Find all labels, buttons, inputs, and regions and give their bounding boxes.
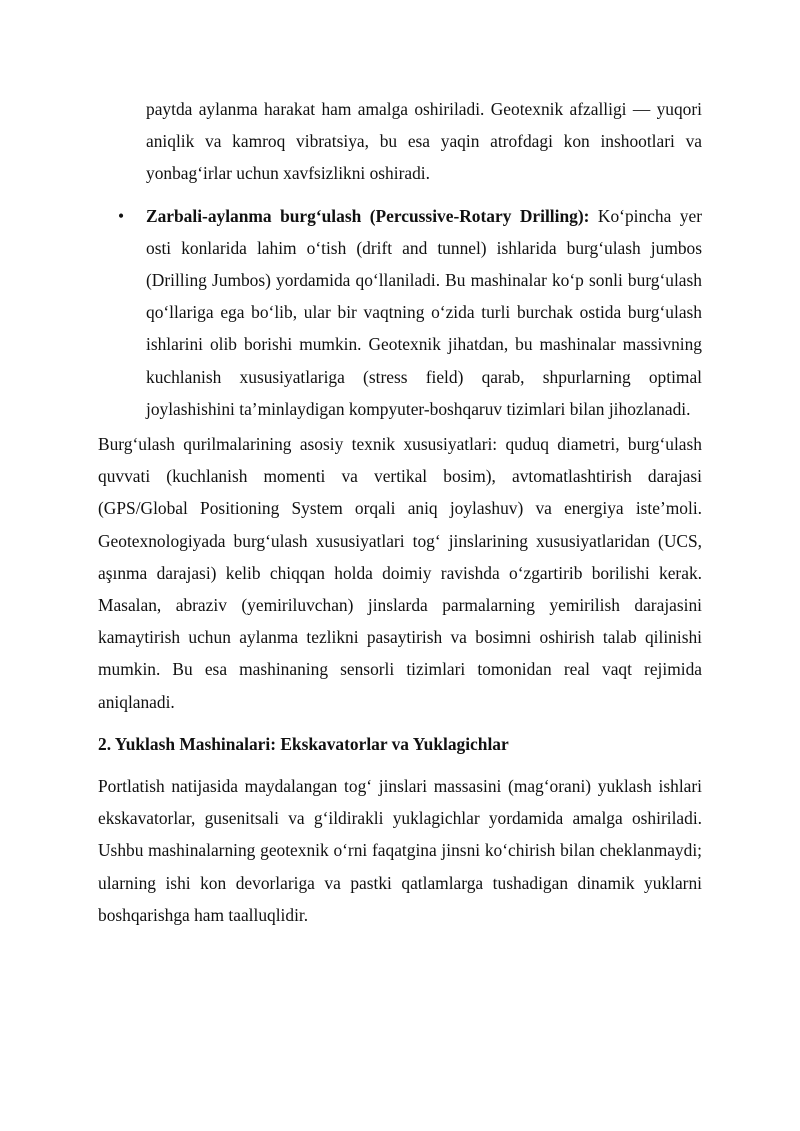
- bullet-title: Zarbali-aylanma burg‘ulash (Percussive-Rotary Drilling):: [146, 205, 590, 226]
- continuation-paragraph: paytda aylanma harakat ham amalga oshiriladi. Geotexnik afzalligi — yuqori aniqlik va kamroq vibratsiya, bu esa yaqin atrofdagi kon inshootlari va yonbag‘irlar uchun xavfsizlikni oshiradi.: [146, 99, 702, 184]
- document-page: [98, 93, 702, 931]
- bullet-list-item: [118, 200, 702, 425]
- body-paragraph-loading: Portlatish natijasida maydalangan tog‘ jinslari massasini (mag‘orani) yuklash ishlari ekskavatorlar, gusenitsali va g‘ildirakli yuklagichlar yordamida amalga oshiriladi. Ushbu mashinalarning geotexnik o‘rni faqatgina jinsni ko‘chirish bilan cheklanmaydi; ularning ishi kon devorlariga va pastki qatlamlarga tushadigan dinamik yuklarni boshqarishga ham taalluqlidir.: [98, 776, 702, 925]
- bullet-text: Ko‘pincha yer osti konlarida lahim o‘tish (drift and tunnel) ishlarida burg‘ulash jumbos (Drilling Jumbos) yordamida qo‘llaniladi. Bu mashinalar ko‘p sonli burg‘ulash qo‘llariga ega bo‘lib, ular bir vaqtning o‘zida turli burchak ostida burg‘ulash ishlarini olib borishi mumkin. Geotexnik jihatdan, bu mashinalar massivning kuchlanish xususiyatlariga (stress field) qarab, shpurlarning optimal joylashishini ta’minlaydigan kompyuter-boshqaruv tizimlari bilan jihozlanadi.: [146, 205, 702, 419]
- bullet-paragraph: [146, 200, 702, 425]
- bullet-marker: •: [118, 205, 125, 226]
- section-heading: 2. Yuklash Mashinalari: Ekskavatorlar va Yuklagichlar: [98, 733, 509, 754]
- body-paragraph-characteristics: Burg‘ulash qurilmalarining asosiy texnik xususiyatlari: quduq diametri, burg‘ulash quvvati (kuchlanish momenti va vertikal bosim), avtomatlashtirish darajasi (GPS/Global Positioning System orqali aniq joylashuv) va energiya iste’moli. Geotexnologiyada burg‘ulash xususiyatlari tog‘ jinslarining xususiyatlaridan (UCS, aşınma darajasi) kelib chiqqan holda doimiy ravishda o‘zgartirib borilishi kerak. Masalan, abraziv (yemiriluvchan) jinslarda parmalarning yemirilish darajasini kamaytirish uchun aylanma tezlikni pasaytirish va bosimni oshirish talab qilinishi mumkin. Bu esa mashinaning sensorli tizimlari tomonidan real vaqt rejimida aniqlanadi.: [98, 434, 702, 712]
